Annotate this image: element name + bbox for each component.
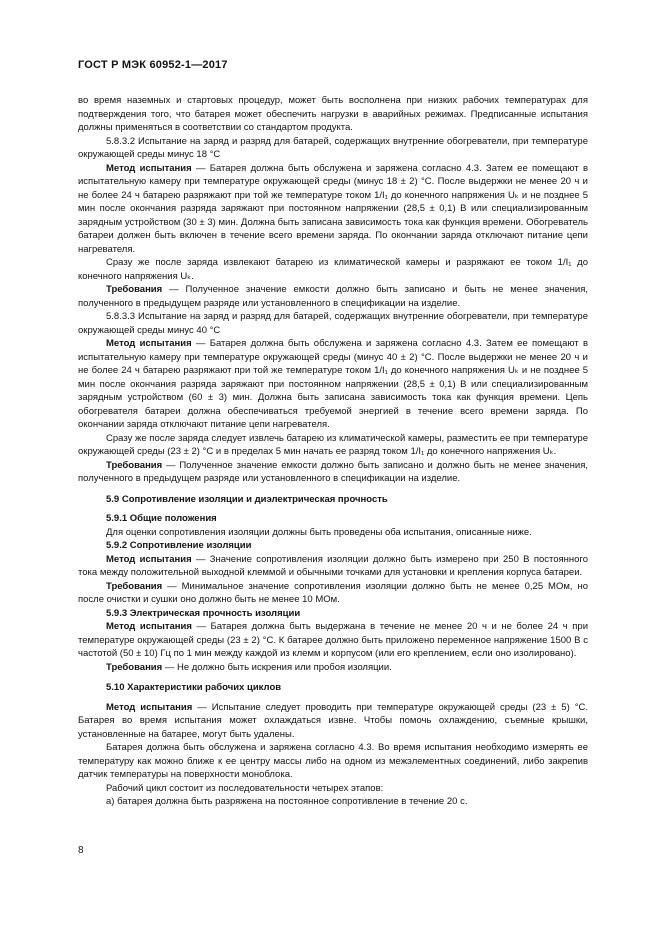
paragraph-test-method bbox=[78, 337, 588, 432]
paragraph-text: — Значение сопротивления изоляции должно быть измерено при 250 В постоянного тока между положительной выходной клеммой и обычными точками для установки и крепления корпуса батареи. bbox=[78, 553, 588, 578]
paragraph: Сразу же после заряда извлекают батарею из климатической камеры и разряжают ее током 1/I₁ до конечного напряжения Uₖ. bbox=[78, 257, 588, 282]
paragraph-text: — Батарея должна быть обслужена и заряжена согласно 4.3. Затем ее помещают в испытательную камеру при температуре окружающей среды (минус 40 ± 2) °C. После выдержки не менее 20 ч и не более 24 ч батарею разряжают при той же температуре током 1/I₁ до конечного напряжения Uₖ и не позднее 5 мин после окончания разряда заряжают при постоянном напряжении (28,5 ± 0,1) В или специализированным зарядным устройством (60 ± 3) мин. Должна быть записана зависимость тока как функция времени. Цепь обогревателя батареи должна обеспечиваться требуемой энергией в течение всего времени заряда. По окончании заряда отключают питание цепи нагревателя. bbox=[78, 338, 588, 430]
paragraph-text: — Минимальное значение сопротивления изоляции должно быть не менее 0,25 МОм, но после очистки и сушки оно должно быть не менее 10 МОм. bbox=[78, 580, 588, 605]
paragraph-requirements bbox=[78, 580, 588, 607]
label-test-method: Метод испытания bbox=[106, 621, 192, 632]
subsection-heading-5-9-2: 5.9.2 Сопротивление изоляции bbox=[106, 540, 252, 551]
label-test-method: Метод испытания bbox=[106, 701, 193, 713]
subsection-heading-5-9-1: 5.9.1 Общие положения bbox=[106, 513, 217, 524]
label-requirements: Требования bbox=[106, 580, 163, 592]
paragraph-text: — Батарея должна быть обслужена и заряжена согласно 4.3. Затем ее помещают в испытательную камеру при температуре окружающей среды (минус 18 ± 2) °C. После выдержки не менее 20 ч и не более 24 ч батарею разряжают при той же температуре током 1/I₁ до конечного напряжения Uₖ и не позднее 5 мин после окончания разряда заряжают при постоянном напряжении (28,5 ± 0,1) В или специализированным зарядным устройством (30 ± 3) мин. Должна быть записана зависимость тока как функция времени. Обогреватель батареи должен быть включен в течение всего времени заряда. По окончании заряда отключают питание цепи нагревателя. bbox=[78, 162, 588, 255]
paragraph-test-method bbox=[78, 162, 588, 257]
section-heading-5-9: 5.9 Сопротивление изоляции и диэлектрическая прочность bbox=[106, 493, 388, 505]
paragraph: Сразу же после заряда следует извлечь батарею из климатической камеры, разместить ее при температуре окружающей среды (23 ± 2) °C и в пределах 5 мин начать ее разряд током 1/I₁ до конечного напряжения Uₖ. bbox=[78, 432, 588, 457]
page-header-title: ГОСТ Р МЭК 60952-1—2017 bbox=[78, 59, 228, 71]
label-requirements: Требования bbox=[106, 459, 163, 471]
paragraph: Рабочий цикл состоит из последовательности четырех этапов: bbox=[106, 782, 384, 794]
label-test-method: Метод испытания bbox=[106, 338, 192, 349]
paragraph-requirements bbox=[78, 459, 588, 486]
section-heading-5-10: 5.10 Характеристики рабочих циклов bbox=[106, 682, 282, 693]
paragraph-text: — Не должно быть искрения или пробоя изоляции. bbox=[162, 661, 392, 673]
list-item-a: а) батарея должна быть разряжена на постоянное сопротивление в течение 20 с. bbox=[106, 796, 468, 807]
paragraph: во время наземных и стартовых процедур, может быть восполнена при низких рабочих температурах для подтверждения того, что батарея может обеспечить нагрузки в аварийных режимах. Предписанные испытания должны применяться в соответствии со стандартом продукта. bbox=[78, 95, 588, 133]
paragraph-test-method bbox=[78, 620, 588, 661]
label-requirements: Требования bbox=[106, 661, 163, 673]
paragraph-requirements bbox=[78, 661, 588, 675]
clause-5-8-3-2: 5.8.3.2 Испытание на заряд и разряд для батарей, содержащих внутренние обогреватели, при температуре окружающей среды минус 18 °C bbox=[78, 135, 588, 160]
document-body bbox=[78, 94, 588, 809]
paragraph-test-method bbox=[78, 701, 588, 742]
paragraph: Для оценки сопротивления изоляции должны быть проведены оба испытания, описанные ниже. bbox=[106, 526, 532, 538]
paragraph-text: — Полученное значение емкости должно быть записано и быть не менее значения, полученного в предыдущем разряде или установленного в спецификации на изделие. bbox=[78, 284, 588, 309]
label-requirements: Требования bbox=[106, 284, 163, 295]
paragraph-requirements bbox=[78, 283, 588, 310]
paragraph-text: — Испытание следует проводить при температуре окружающей среды (23 ± 5) °C. Батарея во время испытания может охлаждаться извне. Чтобы помочь охлаждению, съемные крышки, установленные на батарее, могут быть удалены. bbox=[78, 701, 588, 740]
label-test-method: Метод испытания bbox=[106, 162, 192, 174]
paragraph-text: — Полученное значение емкости должно быть записано и должно быть не менее значения, полученного в предыдущем разряде или установленного в спецификации на изделие. bbox=[78, 459, 588, 484]
paragraph-text: — Батарея должна быть выдержана в течение не менее 20 ч и не более 24 ч при температуре окружающей среды (23 ± 2) °C. К батарее должно быть приложено переменное напряжение 1500 В с частотой (50 ± 10) Гц по 1 мин между каждой из клемм и корпусом (или его креплением, если оно изолировано). bbox=[78, 621, 588, 659]
paragraph: Батарея должна быть обслужена и заряжена согласно 4.3. Во время испытания необходимо измерять ее температуру как можно ближе к ее центру массы либо на одном из межэлементных соединений, либо закрепив датчик температуры на поверхности моноблока. bbox=[78, 742, 588, 780]
paragraph-test-method bbox=[78, 553, 588, 580]
page-number: 8 bbox=[78, 845, 84, 856]
subsection-heading-5-9-3: 5.9.3 Электрическая прочность изоляции bbox=[106, 607, 301, 619]
label-test-method: Метод испытания bbox=[106, 553, 192, 565]
clause-5-8-3-3: 5.8.3.3 Испытание на заряд и разряд для батарей, содержащих внутренние обогреватели, при температуре окружающей среды минус 40 °C bbox=[78, 311, 588, 336]
